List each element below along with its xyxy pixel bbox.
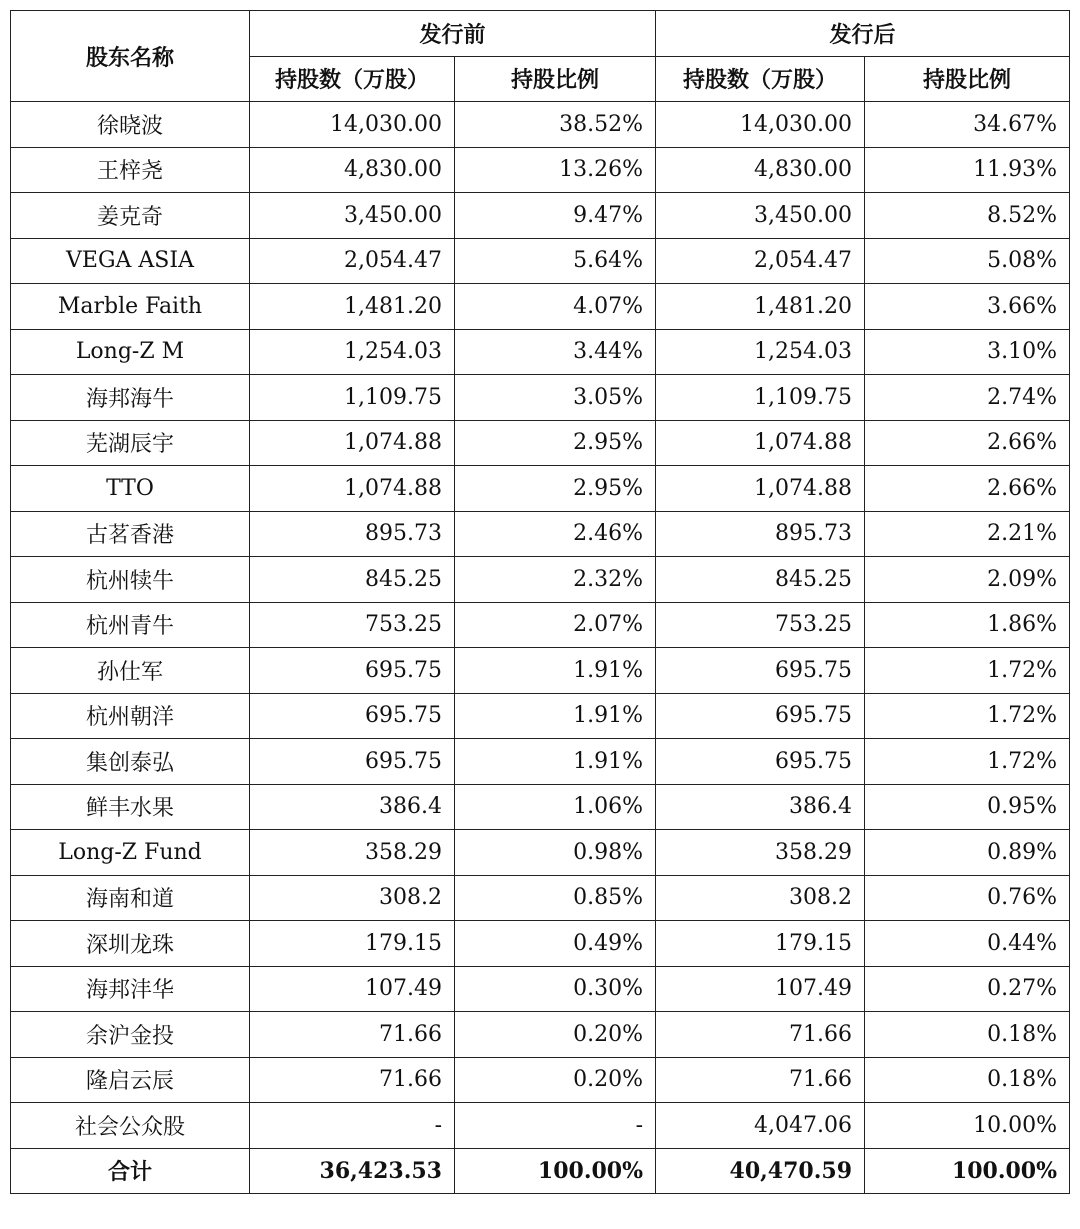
after-ratio-cell: 2.66% [865,420,1070,466]
after-ratio-cell: 2.74% [865,375,1070,421]
after-ratio-cell: 2.09% [865,557,1070,603]
before-shares-cell: 1,109.75 [250,375,455,421]
table-row [11,1103,1070,1149]
before-shares-cell: 895.73 [250,511,455,557]
header-shareholder-name: 股东名称 [11,11,250,102]
before-ratio-cell: 38.52% [455,102,656,148]
before-ratio-cell: 9.47% [455,193,656,239]
after-ratio-cell: 1.72% [865,739,1070,785]
total-label: 合计 [11,1148,250,1194]
before-ratio-cell: 13.26% [455,147,656,193]
table-row [11,830,1070,876]
shareholder-name-cell: 杭州犊牛 [11,557,250,603]
before-shares-cell: 845.25 [250,557,455,603]
shareholder-name-cell: 海邦海牛 [11,375,250,421]
after-ratio-cell: 0.44% [865,921,1070,967]
shareholder-name-cell: 社会公众股 [11,1103,250,1149]
before-ratio-cell: 0.49% [455,921,656,967]
header-row-groups [11,11,1070,57]
before-shares-cell: 695.75 [250,693,455,739]
before-ratio-cell: 5.64% [455,238,656,284]
before-shares-cell: 2,054.47 [250,238,455,284]
table-row [11,557,1070,603]
before-shares-cell: 695.75 [250,739,455,785]
table-row [11,329,1070,375]
after-shares-cell: 71.66 [656,1012,865,1058]
after-ratio-cell: 2.21% [865,511,1070,557]
before-shares-cell: 107.49 [250,966,455,1012]
before-ratio-cell: 2.95% [455,466,656,512]
shareholder-name-cell: 古茗香港 [11,511,250,557]
before-shares-cell: 3,450.00 [250,193,455,239]
before-shares-cell: - [250,1103,455,1149]
shareholder-name-cell: 海南和道 [11,875,250,921]
before-ratio-cell: 4.07% [455,284,656,330]
after-ratio-cell: 0.27% [865,966,1070,1012]
after-ratio-cell: 3.66% [865,284,1070,330]
shareholder-name-cell: Long-Z Fund [11,830,250,876]
before-ratio-cell: 2.95% [455,420,656,466]
after-shares-cell: 895.73 [656,511,865,557]
before-shares-cell: 1,254.03 [250,329,455,375]
total-after-shares: 40,470.59 [656,1148,865,1194]
shareholder-name-cell: 芜湖辰宇 [11,420,250,466]
table-row [11,420,1070,466]
after-shares-cell: 308.2 [656,875,865,921]
header-group-after: 发行后 [656,11,1070,57]
table-row [11,693,1070,739]
header-after-shares: 持股数（万股） [656,56,865,102]
shareholder-name-cell: 集创泰弘 [11,739,250,785]
shareholder-name-cell: 孙仕军 [11,648,250,694]
after-shares-cell: 2,054.47 [656,238,865,284]
before-shares-cell: 71.66 [250,1057,455,1103]
before-shares-cell: 308.2 [250,875,455,921]
total-before-ratio: 100.00% [455,1148,656,1194]
after-shares-cell: 695.75 [656,693,865,739]
header-after-ratio: 持股比例 [865,56,1070,102]
after-ratio-cell: 1.72% [865,648,1070,694]
after-shares-cell: 1,074.88 [656,420,865,466]
table-row [11,238,1070,284]
total-before-shares: 36,423.53 [250,1148,455,1194]
table-row [11,375,1070,421]
table-row [11,193,1070,239]
after-shares-cell: 4,830.00 [656,147,865,193]
table-row [11,147,1070,193]
header-group-before: 发行前 [250,11,656,57]
before-ratio-cell: - [455,1103,656,1149]
after-shares-cell: 3,450.00 [656,193,865,239]
after-ratio-cell: 11.93% [865,147,1070,193]
before-ratio-cell: 2.07% [455,602,656,648]
after-shares-cell: 179.15 [656,921,865,967]
shareholding-table [10,10,1070,1194]
before-ratio-cell: 1.91% [455,693,656,739]
table-row [11,921,1070,967]
before-shares-cell: 71.66 [250,1012,455,1058]
shareholder-name-cell: 徐晓波 [11,102,250,148]
after-ratio-cell: 34.67% [865,102,1070,148]
table-row [11,648,1070,694]
after-ratio-cell: 0.76% [865,875,1070,921]
after-shares-cell: 1,074.88 [656,466,865,512]
before-ratio-cell: 0.20% [455,1057,656,1103]
before-ratio-cell: 1.06% [455,784,656,830]
after-shares-cell: 386.4 [656,784,865,830]
after-ratio-cell: 3.10% [865,329,1070,375]
before-shares-cell: 753.25 [250,602,455,648]
before-ratio-cell: 0.98% [455,830,656,876]
after-ratio-cell: 1.72% [865,693,1070,739]
before-shares-cell: 14,030.00 [250,102,455,148]
table-body [11,102,1070,1149]
shareholder-name-cell: 姜克奇 [11,193,250,239]
shareholder-name-cell: 深圳龙珠 [11,921,250,967]
after-shares-cell: 1,109.75 [656,375,865,421]
before-shares-cell: 695.75 [250,648,455,694]
after-ratio-cell: 8.52% [865,193,1070,239]
header-before-ratio: 持股比例 [455,56,656,102]
after-shares-cell: 753.25 [656,602,865,648]
after-shares-cell: 1,254.03 [656,329,865,375]
table-row [11,602,1070,648]
before-shares-cell: 1,481.20 [250,284,455,330]
shareholder-name-cell: 隆启云辰 [11,1057,250,1103]
shareholder-name-cell: Marble Faith [11,284,250,330]
after-shares-cell: 1,481.20 [656,284,865,330]
shareholder-name-cell: 王梓尧 [11,147,250,193]
after-shares-cell: 695.75 [656,648,865,694]
shareholder-name-cell: 余沪金投 [11,1012,250,1058]
after-shares-cell: 695.75 [656,739,865,785]
shareholder-name-cell: 杭州青牛 [11,602,250,648]
table-row [11,466,1070,512]
table-row [11,1057,1070,1103]
table-row [11,1012,1070,1058]
after-ratio-cell: 0.18% [865,1057,1070,1103]
table-row [11,511,1070,557]
total-row [11,1148,1070,1194]
after-ratio-cell: 2.66% [865,466,1070,512]
shareholder-name-cell: 杭州朝洋 [11,693,250,739]
table-row [11,102,1070,148]
after-ratio-cell: 0.95% [865,784,1070,830]
after-ratio-cell: 10.00% [865,1103,1070,1149]
table-row [11,875,1070,921]
after-shares-cell: 4,047.06 [656,1103,865,1149]
before-shares-cell: 179.15 [250,921,455,967]
table-row [11,784,1070,830]
before-ratio-cell: 1.91% [455,739,656,785]
before-ratio-cell: 3.44% [455,329,656,375]
before-ratio-cell: 0.85% [455,875,656,921]
after-shares-cell: 107.49 [656,966,865,1012]
before-ratio-cell: 2.46% [455,511,656,557]
before-shares-cell: 386.4 [250,784,455,830]
after-shares-cell: 358.29 [656,830,865,876]
header-before-shares: 持股数（万股） [250,56,455,102]
before-shares-cell: 358.29 [250,830,455,876]
before-ratio-cell: 1.91% [455,648,656,694]
table-row [11,966,1070,1012]
before-shares-cell: 1,074.88 [250,420,455,466]
shareholder-name-cell: Long-Z M [11,329,250,375]
table-row [11,739,1070,785]
table-row [11,284,1070,330]
after-shares-cell: 14,030.00 [656,102,865,148]
before-ratio-cell: 3.05% [455,375,656,421]
after-ratio-cell: 5.08% [865,238,1070,284]
shareholder-name-cell: 海邦沣华 [11,966,250,1012]
after-ratio-cell: 0.18% [865,1012,1070,1058]
shareholder-name-cell: VEGA ASIA [11,238,250,284]
before-ratio-cell: 2.32% [455,557,656,603]
before-shares-cell: 1,074.88 [250,466,455,512]
before-shares-cell: 4,830.00 [250,147,455,193]
after-ratio-cell: 0.89% [865,830,1070,876]
before-ratio-cell: 0.20% [455,1012,656,1058]
after-shares-cell: 71.66 [656,1057,865,1103]
after-shares-cell: 845.25 [656,557,865,603]
shareholder-name-cell: TTO [11,466,250,512]
before-ratio-cell: 0.30% [455,966,656,1012]
total-after-ratio: 100.00% [865,1148,1070,1194]
shareholder-name-cell: 鲜丰水果 [11,784,250,830]
after-ratio-cell: 1.86% [865,602,1070,648]
